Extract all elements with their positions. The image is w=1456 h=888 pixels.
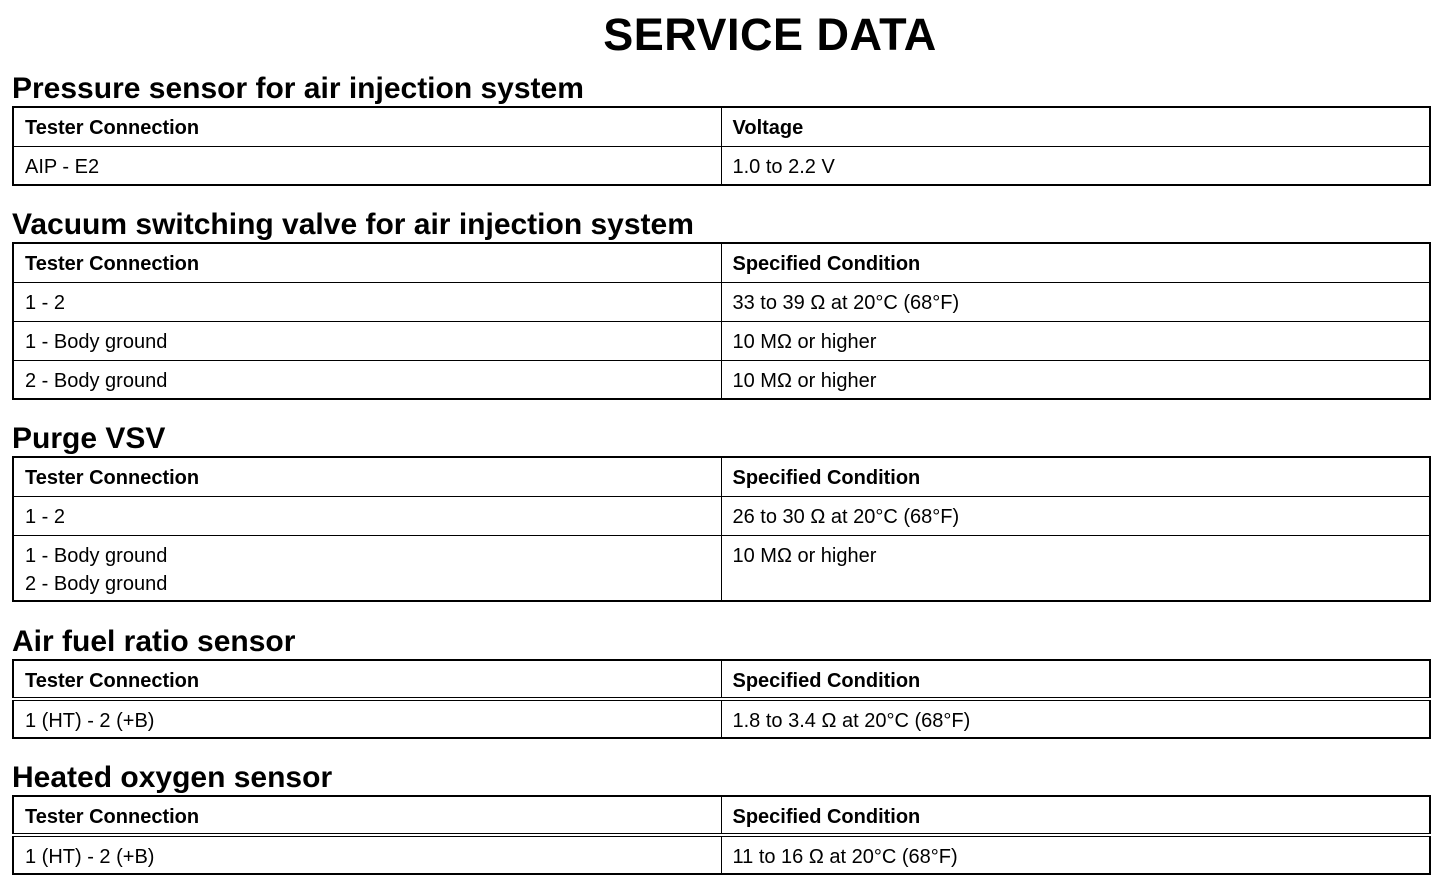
table-row bbox=[13, 835, 1430, 874]
column-header-specified-condition: Specified Condition bbox=[721, 457, 1430, 496]
value-cell: 33 to 39 Ω at 20°C (68°F) bbox=[721, 282, 1430, 321]
column-header-specified-condition: Specified Condition bbox=[721, 243, 1430, 282]
spec-table bbox=[12, 795, 1431, 875]
table-header-row bbox=[13, 107, 1430, 146]
section-vacuum-switching-valve bbox=[12, 208, 1429, 400]
tester-connection-cell: 1 (HT) - 2 (+B) bbox=[13, 835, 721, 874]
table-header-row bbox=[13, 243, 1430, 282]
section-heated-oxygen-sensor bbox=[12, 761, 1429, 875]
section-heading: Pressure sensor for air injection system bbox=[12, 72, 584, 105]
table-row bbox=[13, 496, 1430, 535]
column-header-specified-condition: Specified Condition bbox=[721, 796, 1430, 835]
value-cell: 1.8 to 3.4 Ω at 20°C (68°F) bbox=[721, 699, 1430, 738]
table-row bbox=[13, 360, 1430, 399]
tester-connection-cell: 1 - 2 bbox=[13, 496, 721, 535]
column-header-voltage: Voltage bbox=[721, 107, 1430, 146]
column-header-tester-connection: Tester Connection bbox=[13, 457, 721, 496]
column-header-tester-connection: Tester Connection bbox=[13, 243, 721, 282]
section-heading: Air fuel ratio sensor bbox=[12, 625, 296, 658]
table-header-row bbox=[13, 796, 1430, 835]
spec-table bbox=[12, 456, 1431, 602]
table-row bbox=[13, 282, 1430, 321]
value-cell: 11 to 16 Ω at 20°C (68°F) bbox=[721, 835, 1430, 874]
table-row bbox=[13, 146, 1430, 185]
tester-connection-cell bbox=[13, 535, 721, 601]
column-header-tester-connection: Tester Connection bbox=[13, 796, 721, 835]
table-header-row bbox=[13, 660, 1430, 699]
section-heading: Heated oxygen sensor bbox=[12, 761, 333, 794]
spec-table bbox=[12, 106, 1431, 186]
table-header-row bbox=[13, 457, 1430, 496]
value-cell: 1.0 to 2.2 V bbox=[721, 146, 1430, 185]
value-cell: 26 to 30 Ω at 20°C (68°F) bbox=[721, 496, 1430, 535]
spec-table bbox=[12, 242, 1431, 400]
column-header-specified-condition: Specified Condition bbox=[721, 660, 1430, 699]
section-air-fuel-ratio-sensor bbox=[12, 625, 1429, 739]
tester-connection-cell: AIP - E2 bbox=[13, 146, 721, 185]
section-pressure-sensor bbox=[12, 72, 1429, 186]
column-header-tester-connection: Tester Connection bbox=[13, 107, 721, 146]
value-cell: 10 MΩ or higher bbox=[721, 535, 1430, 601]
table-row bbox=[13, 321, 1430, 360]
value-cell: 10 MΩ or higher bbox=[721, 360, 1430, 399]
section-heading: Purge VSV bbox=[12, 422, 166, 455]
spec-table bbox=[12, 659, 1431, 739]
tester-connection-cell: 1 - Body ground bbox=[13, 321, 721, 360]
table-row bbox=[13, 699, 1430, 738]
section-heading: Vacuum switching valve for air injection system bbox=[12, 208, 694, 241]
tester-connection-cell: 1 - 2 bbox=[13, 282, 721, 321]
tester-connection-line: 1 - Body ground bbox=[25, 544, 168, 567]
section-purge-vsv bbox=[12, 422, 1429, 602]
page-title: SERVICE DATA bbox=[603, 9, 937, 60]
column-header-tester-connection: Tester Connection bbox=[13, 660, 721, 699]
tester-connection-cell: 1 (HT) - 2 (+B) bbox=[13, 699, 721, 738]
tester-connection-cell: 2 - Body ground bbox=[13, 360, 721, 399]
tester-connection-line: 2 - Body ground bbox=[25, 572, 168, 595]
value-cell: 10 MΩ or higher bbox=[721, 321, 1430, 360]
table-row bbox=[13, 535, 1430, 601]
